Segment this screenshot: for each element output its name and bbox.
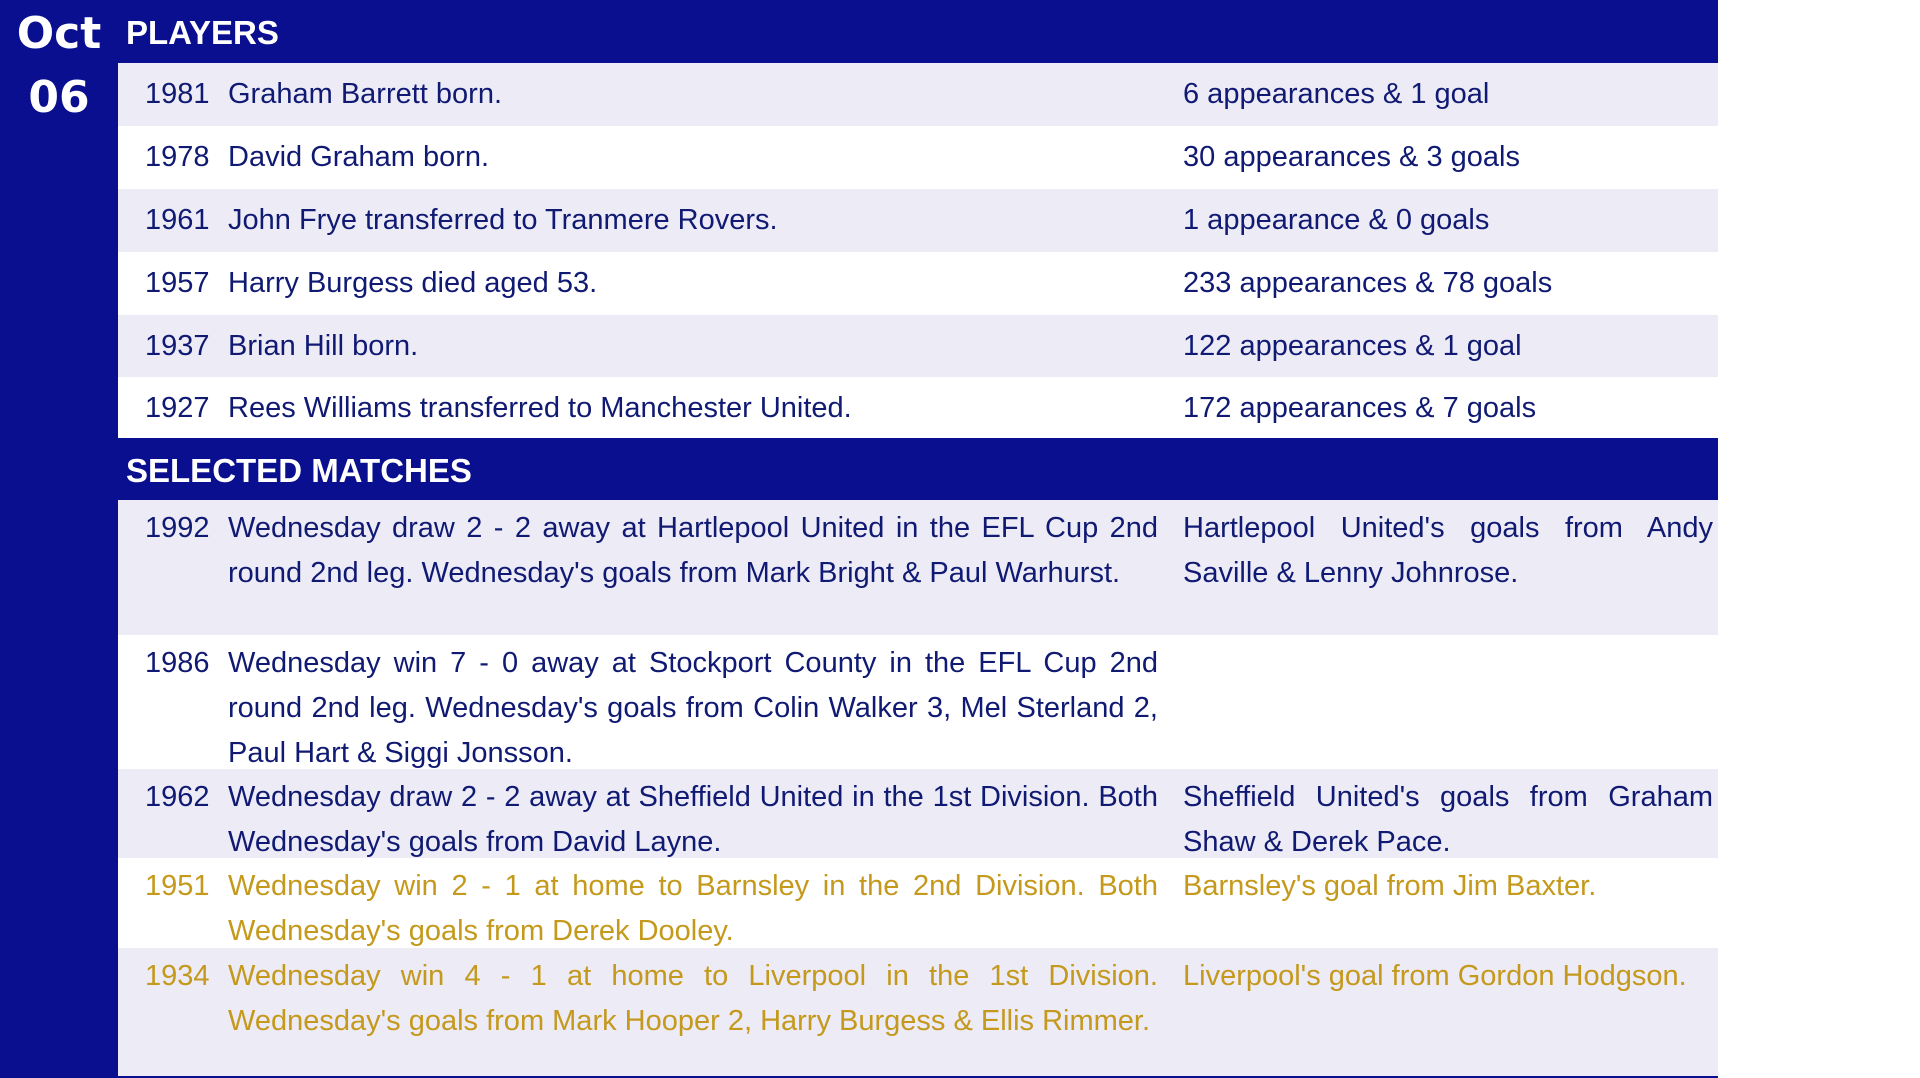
player-year: 1927 [145, 392, 210, 424]
player-stats: 122 appearances & 1 goal [1183, 330, 1522, 362]
match-description: Wednesday draw 2 - 2 away at Hartlepool United in the EFL Cup 2nd round 2nd leg. Wednesday's goals from Mark Bright & Paul Warhurst. [228, 512, 1158, 589]
player-row [118, 252, 1718, 315]
player-row [118, 63, 1718, 126]
match-description: Wednesday win 7 - 0 away at Stockport County in the EFL Cup 2nd round 2nd leg. Wednesday's goals from Colin Walker 3, Mel Sterland 2, Paul Hart & Siggi Jonsson. [228, 647, 1158, 769]
player-stats: 233 appearances & 78 goals [1183, 267, 1553, 299]
players-section-header: PLAYERS [118, 0, 1718, 63]
player-event: Graham Barrett born. [228, 78, 502, 110]
opponent-goals: Barnsley's goal from Jim Baxter. [1183, 870, 1597, 902]
match-row [118, 858, 1718, 948]
player-stats: 30 appearances & 3 goals [1183, 141, 1520, 173]
match-year: 1986 [145, 647, 210, 679]
match-year: 1992 [145, 512, 210, 544]
player-stats: 1 appearance & 0 goals [1183, 204, 1490, 236]
player-year: 1957 [145, 267, 210, 299]
player-stats: 6 appearances & 1 goal [1183, 78, 1490, 110]
match-year: 1962 [145, 781, 210, 813]
content-panel [118, 0, 1718, 1078]
player-event: David Graham born. [228, 141, 490, 173]
player-stats: 172 appearances & 7 goals [1183, 392, 1537, 424]
player-row [118, 126, 1718, 189]
match-row [118, 500, 1718, 635]
opponent-goals: Sheffield United's goals from Graham Shaw & Derek Pace. [1183, 781, 1713, 858]
match-year: 1934 [145, 960, 210, 992]
match-description: Wednesday win 4 - 1 at home to Liverpool in the 1st Division. Wednesday's goals from Mark Hooper 2, Harry Burgess & Ellis Rimmer. [228, 960, 1158, 1037]
match-description: Wednesday win 2 - 1 at home to Barnsley in the 2nd Division. Both Wednesday's goals from Derek Dooley. [228, 870, 1158, 947]
player-year: 1961 [145, 204, 210, 236]
date-day: 06 [28, 72, 90, 123]
opponent-goals: Hartlepool United's goals from Andy Saville & Lenny Johnrose. [1183, 512, 1713, 589]
player-year: 1981 [145, 78, 210, 110]
player-event: Brian Hill born. [228, 330, 419, 362]
opponent-goals: Liverpool's goal from Gordon Hodgson. [1183, 960, 1687, 992]
player-row [118, 315, 1718, 378]
match-row [118, 769, 1718, 858]
date-month: Oct [16, 8, 102, 59]
date-sidebar [0, 0, 118, 1078]
match-description: Wednesday draw 2 - 2 away at Sheffield United in the 1st Division. Both Wednesday's goals from David Layne. [228, 781, 1158, 858]
player-year: 1937 [145, 330, 210, 362]
player-row [118, 377, 1718, 438]
player-event: John Frye transferred to Tranmere Rovers. [228, 204, 778, 236]
player-event: Harry Burgess died aged 53. [228, 267, 598, 299]
match-year: 1951 [145, 870, 210, 902]
player-event: Rees Williams transferred to Manchester United. [228, 392, 852, 424]
player-row [118, 189, 1718, 252]
matches-section-header: SELECTED MATCHES [118, 438, 1718, 500]
match-row [118, 635, 1718, 769]
match-row [118, 948, 1718, 1076]
player-year: 1978 [145, 141, 210, 173]
